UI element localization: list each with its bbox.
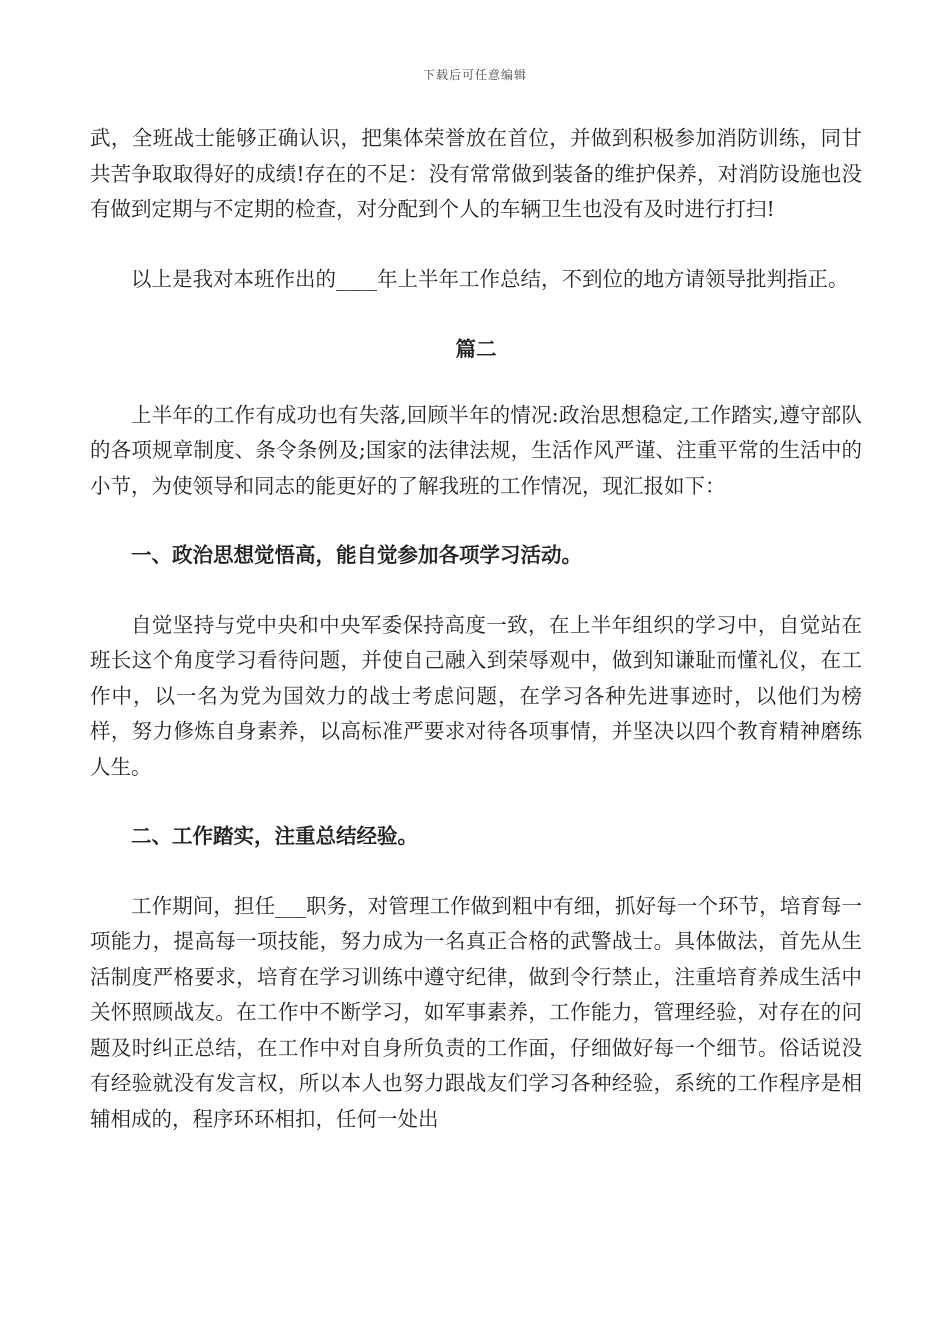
paragraph-work: 工作期间，担任___职务，对管理工作做到粗中有细，抓好每一个环节，培育每一项能力，提高每一项技能，努力成为一名真正合格的武警战士。具体做法，首先从生活制度严格要求，培育在学习训练中遵守纪律，做到令行禁止，注重培育养成生活中关怀照顾战友。在工作中不断学习，如军事素养，工作能力，管理经验，对存在的问题及时纠正总结，在工作中对自身所负责的工作面，仔细做好每一个细节。俗话说没有经验就没有发言权，所以本人也努力跟战友们学习各种经验，系统的工作程序是相辅相成的，程序环环相扣，任何一处出 <box>90 893 862 1131</box>
paragraph-conclusion: 以上是我对本班作出的____年上半年工作总结，不到位的地方请领导批判指正。 <box>131 266 849 291</box>
paragraph-political: 自觉坚持与党中央和中央军委保持高度一致，在上半年组织的学习中，自觉站在班长这个角度学习看待问题，并使自己融入到荣辱观中，做到知谦耻而懂礼仪，在工作中，以一名为党为国效力的战士考虑问题，在学习各种先进事迹时，以他们为榜样，努力修炼自身素养，以高标准严要求对待各项事情，并坚决以四个教育精神磨练人生。 <box>90 612 862 779</box>
page-header: 下载后可任意编辑 <box>422 68 527 82</box>
heading-work: 二、工作踏实，注重总结经验。 <box>131 824 418 848</box>
document-body <box>90 121 862 1137</box>
paragraph-continuation: 武，全班战士能够正确认识，把集体荣誉放在首位，并做到积极参加消防训练，同甘共苦争取取得好的成绩!存在的不足：没有常常做到装备的维护保养，对消防设施也没有做到定期与不定期的检查，对分配到个人的车辆卫生也没有及时进行打扫! <box>90 126 862 221</box>
heading-political: 一、政治思想觉悟高，能自觉参加各项学习活动。 <box>131 543 582 567</box>
paragraph-intro: 上半年的工作有成功也有失落,回顾半年的情况:政治思想稳定,工作踏实,遵守部队的各项规章制度、条令条例及;国家的法律法规，生活作风严谨、注重平常的生活中的小节，为使领导和同志的能更好的了解我班的工作情况，现汇报如下： <box>90 402 862 498</box>
section-title: 篇二 <box>455 337 497 361</box>
